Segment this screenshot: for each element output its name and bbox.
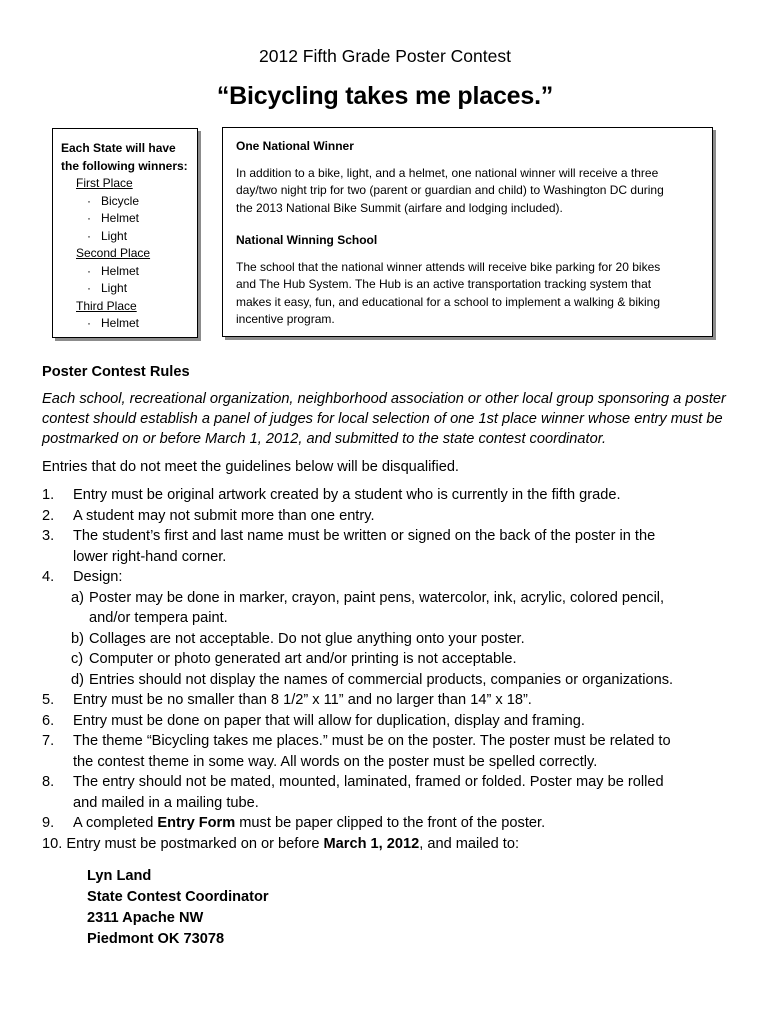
prize-item bbox=[61, 280, 197, 298]
state-winners-box bbox=[52, 128, 198, 338]
list-item-text: and mailed in a mailing tube. bbox=[73, 794, 259, 811]
list-item-number: c) bbox=[71, 651, 84, 667]
address-title: State Contest Coordinator bbox=[87, 889, 269, 905]
list-item-text: Entry must be original artwork created by a student who is currently in the fifth grade. bbox=[73, 487, 621, 503]
deadline-emphasis: March 1, 2012 bbox=[323, 835, 420, 852]
list-item-text: , and mailed to: bbox=[419, 835, 520, 852]
national-school-line: incentive program. bbox=[236, 312, 335, 326]
national-winner-line: the 2013 National Bike Summit (airfare and lodging included). bbox=[236, 200, 563, 215]
poster-contest-rules bbox=[42, 364, 732, 854]
national-winner-line: day/two night trip for two (parent or guardian and child) to Washington DC during bbox=[236, 183, 664, 197]
prize-label: Bicycle bbox=[101, 193, 140, 208]
entry-form-emphasis: Entry Form bbox=[157, 815, 236, 831]
prize-item bbox=[61, 228, 197, 246]
list-item-text: A completed bbox=[73, 815, 158, 831]
prize-item bbox=[61, 315, 197, 333]
list-item-number: 6. bbox=[42, 712, 55, 729]
national-winner-box bbox=[222, 127, 713, 337]
prize-label: Helmet bbox=[101, 211, 140, 225]
national-school-heading: National Winning School bbox=[236, 233, 378, 247]
national-school-line: makes it easy, fun, and educational for a school to implement a walking & biking bbox=[236, 294, 661, 309]
list-item bbox=[42, 506, 732, 527]
list-item bbox=[42, 567, 732, 588]
address-name: Lyn Land bbox=[87, 868, 152, 884]
prize-item bbox=[61, 210, 197, 228]
prize-label: Light bbox=[101, 281, 128, 295]
list-item-text: The student’s first and last name must be written or signed on the back of the poster in the bbox=[73, 528, 656, 544]
list-item-text: the contest theme in some way. All words on the poster must be spelled correctly. bbox=[73, 753, 598, 770]
list-item-text: must be paper clipped to the front of the poster. bbox=[235, 815, 546, 831]
list-item-number: 10. bbox=[42, 835, 63, 852]
list-item-text: and/or tempera paint. bbox=[89, 610, 228, 626]
list-item bbox=[42, 813, 732, 834]
list-item-number: 3. bbox=[42, 528, 55, 544]
list-item bbox=[42, 711, 732, 732]
rules-intro-line: postmarked on or before March 1, 2012, and submitted to the state contest coordinator. bbox=[42, 431, 607, 447]
prize-label: Helmet bbox=[101, 316, 140, 330]
national-winner-heading: One National Winner bbox=[236, 139, 354, 153]
list-item-number: 1. bbox=[42, 487, 55, 503]
winners-heading-line1: Each State will have bbox=[61, 141, 176, 155]
national-school-line: and The Hub System. The Hub is an active transportation tracking system that bbox=[236, 277, 652, 291]
list-item-number: 8. bbox=[42, 774, 55, 790]
list-item-number: 9. bbox=[42, 815, 55, 831]
prize-label: Light bbox=[101, 228, 128, 243]
rules-intro-line: Each school, recreational organization, neighborhood association or other local group sponsoring a poster bbox=[42, 391, 726, 407]
address-street: 2311 Apache NW bbox=[87, 910, 204, 926]
rules-intro-line: contest should establish a panel of judges for local selection of one 1st place winner whose entry must be bbox=[42, 411, 723, 427]
prize-item bbox=[61, 263, 197, 281]
bullet-icon: · bbox=[87, 193, 91, 208]
list-item-text: A student may not submit more than one entry. bbox=[73, 507, 375, 524]
contest-subtitle: 2012 Fifth Grade Poster Contest bbox=[259, 46, 511, 66]
list-item-text: Entry must be postmarked on or before bbox=[66, 835, 324, 852]
list-item-number: b) bbox=[71, 630, 84, 647]
list-item-text: Entries should not display the names of commercial products, companies or organizations. bbox=[89, 671, 674, 688]
national-school-line: The school that the national winner attends will receive bike parking for 20 bikes bbox=[236, 259, 661, 274]
list-item bbox=[42, 485, 732, 506]
bullet-icon: · bbox=[87, 316, 91, 330]
mailing-address bbox=[87, 866, 269, 950]
place-label: First Place bbox=[76, 176, 133, 190]
winners-heading-line2: the following winners: bbox=[61, 158, 188, 173]
design-sub-item bbox=[42, 670, 732, 691]
list-item-text: Design: bbox=[73, 569, 123, 585]
place-label: Third Place bbox=[76, 298, 137, 313]
list-item-number: 4. bbox=[42, 569, 55, 585]
list-item bbox=[42, 690, 732, 711]
bullet-icon: · bbox=[87, 228, 91, 243]
place-label: Second Place bbox=[76, 246, 151, 260]
list-item-text: Computer or photo generated art and/or printing is not acceptable. bbox=[89, 651, 517, 667]
list-item-text: Poster may be done in marker, crayon, paint pens, watercolor, ink, acrylic, colored pencil, bbox=[89, 589, 665, 606]
list-item-number: d) bbox=[71, 671, 84, 688]
list-item-text: Collages are not acceptable. Do not glue anything onto your poster. bbox=[89, 630, 525, 647]
list-item-text: Entry must be no smaller than 8 1/2” x 11” and no larger than 14” x 18”. bbox=[73, 692, 532, 708]
design-sub-item bbox=[42, 629, 732, 650]
bullet-icon: · bbox=[87, 211, 91, 225]
list-item-text: The entry should not be mated, mounted, laminated, framed or folded. Poster may be rolled bbox=[73, 774, 664, 790]
list-item-text: The theme “Bicycling takes me places.” must be on the poster. The poster must be related to bbox=[73, 733, 671, 749]
list-item bbox=[42, 526, 732, 567]
list-item-number: 7. bbox=[42, 733, 55, 749]
design-sub-item bbox=[42, 649, 732, 670]
rules-intro bbox=[42, 389, 732, 449]
national-winner-line: In addition to a bike, light, and a helmet, one national winner will receive a three bbox=[236, 165, 659, 180]
list-item bbox=[42, 731, 732, 772]
bullet-icon: · bbox=[87, 263, 91, 278]
list-item bbox=[42, 834, 732, 855]
prize-label: Helmet bbox=[101, 263, 140, 278]
list-item-number: 5. bbox=[42, 692, 55, 708]
prize-item bbox=[61, 193, 197, 211]
rules-heading: Poster Contest Rules bbox=[42, 364, 190, 380]
address-city: Piedmont OK 73078 bbox=[87, 931, 225, 947]
design-sub-item bbox=[42, 588, 732, 629]
list-item-number: 2. bbox=[42, 507, 55, 524]
bullet-icon: · bbox=[87, 281, 91, 295]
list-item bbox=[42, 772, 732, 813]
list-item-text: Entry must be done on paper that will allow for duplication, display and framing. bbox=[73, 712, 585, 729]
list-item-number: a) bbox=[71, 589, 84, 606]
contest-theme-title: “Bicycling takes me places.” bbox=[216, 82, 554, 110]
disqualified-note: Entries that do not meet the guidelines below will be disqualified. bbox=[42, 459, 459, 475]
rules-list bbox=[42, 485, 732, 854]
list-item-text: lower right-hand corner. bbox=[73, 548, 227, 565]
